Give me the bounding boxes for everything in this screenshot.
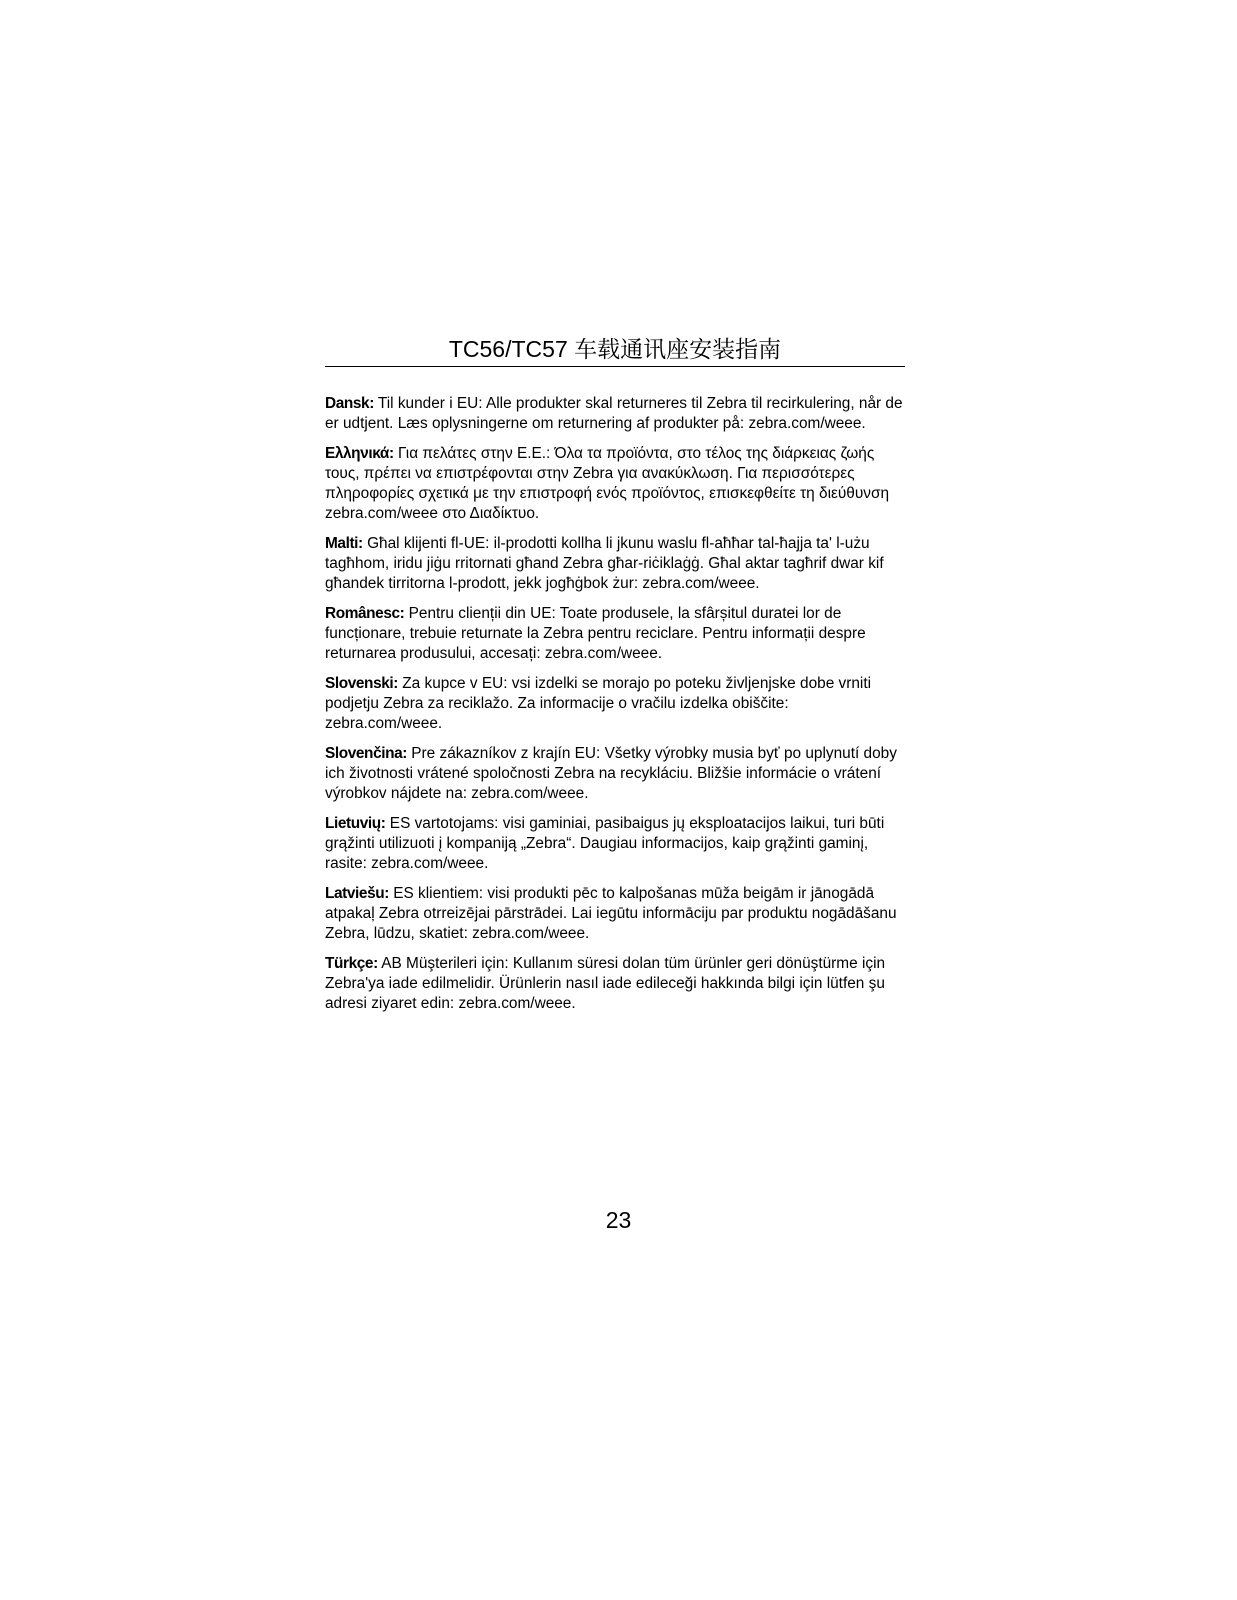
- paragraph-malti: [325, 534, 905, 594]
- paragraph-text: Til kunder i EU: Alle produkter skal returneres til Zebra til recirkulering, når de er udtjent. Læs oplysningerne om returnering af produkter på: zebra.com/weee.: [325, 395, 903, 432]
- language-label: Slovenčina:: [325, 745, 407, 762]
- paragraph-lietuviu: [325, 814, 905, 874]
- paragraph-text: Pentru clienții din UE: Toate produsele, la sfârșitul duratei lor de funcționare, trebuie returnate la Zebra pentru reciclare. Pentru informații despre returnarea produsului, accesați: zebra.com/weee.: [325, 605, 866, 662]
- paragraph-ellinika: [325, 444, 905, 524]
- paragraph-slovencina: [325, 744, 905, 804]
- paragraph-text: Pre zákazníkov z krajín EU: Všetky výrobky musia byť po uplynutí doby ich životnosti vrátené spoločnosti Zebra na recykláciu. Bližšie informácie o vrátení výrobkov nájdete na: zebra.com/weee.: [325, 745, 897, 802]
- language-label: Românesc:: [325, 605, 405, 622]
- paragraph-dansk: [325, 394, 905, 434]
- page-title: TC56/TC57 车载通讯座安装指南: [325, 334, 905, 367]
- language-label: Malti:: [325, 535, 363, 552]
- language-label: Türkçe:: [325, 955, 378, 972]
- page-number: 23: [605, 1207, 632, 1233]
- paragraph-text: Za kupce v EU: vsi izdelki se morajo po poteku življenjske dobe vrniti podjetju Zebra za reciklažo. Za informacije o vračilu izdelka obiščite: zebra.com/weee.: [325, 675, 872, 732]
- paragraph-latviesu: [325, 884, 905, 944]
- language-label: Lietuvių:: [325, 815, 386, 832]
- paragraph-romanesc: [325, 604, 905, 664]
- paragraph-text: AB Müşterileri için: Kullanım süresi dolan tüm ürünler geri dönüştürme için Zebra'ya iade edilmelidir. Ürünlerin nasıl iade edileceği hakkında bilgi için lütfen şu adresi ziyaret edin: zebra.com/weee.: [325, 955, 886, 1012]
- language-label: Dansk:: [325, 395, 374, 412]
- language-label: Ελληνικά:: [325, 445, 394, 462]
- weee-notice-list: [325, 394, 905, 1024]
- language-label: Slovenski:: [325, 675, 398, 692]
- paragraph-text: Għal klijenti fl-UE: il-prodotti kollha li jkunu waslu fl-aħħar tal-ħajja ta' l-użu tagħhom, iridu jiġu rritornati għand Zebra għar-riċiklaġġ. Għal aktar tagħrif dwar kif għandek tirritorna l-prodott, jekk jogħġbok żur: zebra.com/weee.: [325, 535, 884, 592]
- paragraph-text: ES vartotojams: visi gaminiai, pasibaigus jų eksploatacijos laikui, turi būti grąžinti utilizuoti į kompaniją „Zebra“. Daugiau informacijos, kaip grąžinti gaminį, rasite: zebra.com/weee.: [325, 815, 885, 872]
- language-label: Latviešu:: [325, 885, 389, 902]
- paragraph-turkce: [325, 954, 905, 1014]
- paragraph-text: ES klientiem: visi produkti pēc to kalpošanas mūža beigām ir jānogādā atpakaļ Zebra otrreizējai pārstrādei. Lai iegūtu informāciju par produktu nogādāšanu Zebra, lūdzu, skatiet: zebra.com/weee.: [325, 885, 897, 942]
- paragraph-text: Για πελάτες στην Ε.Ε.: Όλα τα προϊόντα, στο τέλος της διάρκειας ζωής τους, πρέπει να επιστρέφονται στην Zebra για ανακύκλωση. Για περισσότερες πληροφορίες σχετικά με την επιστροφή ενός προϊόντος, επισκεφθείτε τη διεύθυνση zebra.com/weee στο Διαδίκτυο.: [325, 445, 890, 522]
- paragraph-slovenski: [325, 674, 905, 734]
